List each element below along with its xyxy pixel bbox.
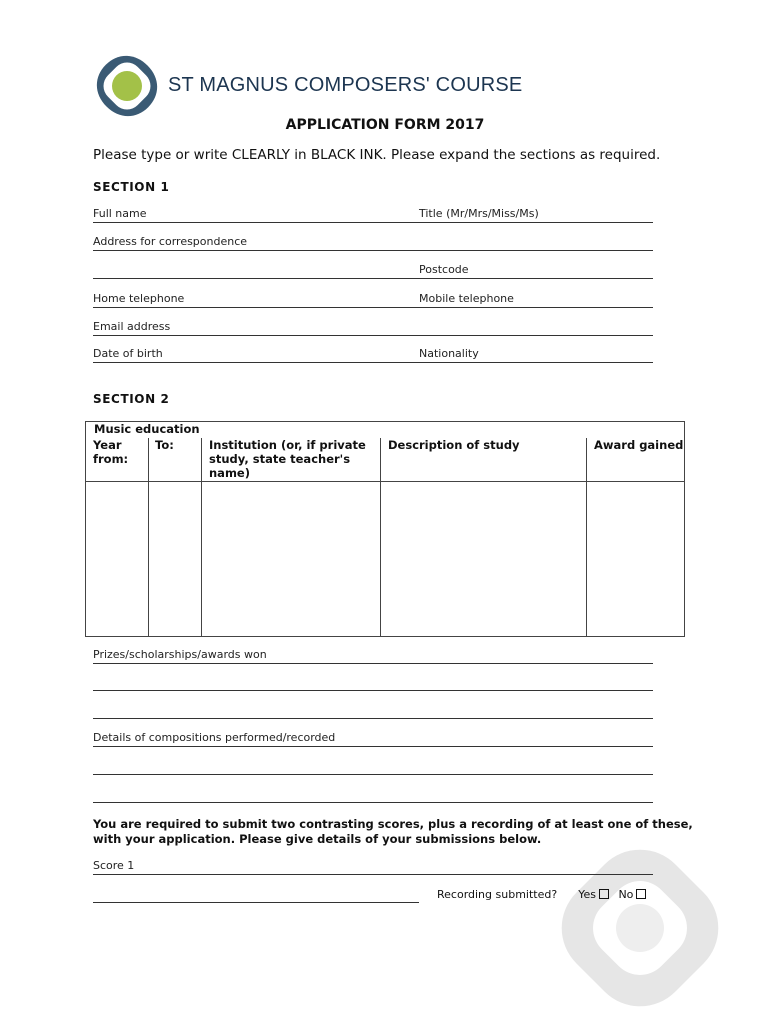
cell-year-from[interactable] [86, 482, 148, 636]
brand-name: ST MAGNUS COMPOSERS' COURSE [168, 74, 523, 96]
cell-description[interactable] [381, 482, 586, 636]
full-name-label: Full name [93, 207, 147, 220]
course-logo [95, 55, 159, 117]
form-title: APPLICATION FORM 2017 [285, 117, 485, 133]
yes-checkbox[interactable] [599, 889, 609, 899]
music-education-caption: Music education [94, 422, 200, 436]
mobile-telephone-field[interactable] [419, 293, 653, 308]
date-of-birth-label: Date of birth [93, 347, 163, 360]
compositions-field[interactable] [93, 732, 653, 747]
postcode-field[interactable] [419, 264, 653, 279]
nationality-label: Nationality [419, 347, 479, 360]
score-1-label: Score 1 [93, 859, 135, 872]
prizes-line-3[interactable] [93, 704, 653, 719]
title-field[interactable] [419, 208, 653, 223]
date-of-birth-field[interactable] [93, 348, 423, 363]
prizes-field[interactable] [93, 649, 653, 664]
music-education-table [85, 421, 685, 637]
instructions: Please type or write CLEARLY in BLACK INK. Please expand the sections as required. [93, 147, 661, 163]
nationality-field[interactable] [419, 348, 653, 363]
prizes-label: Prizes/scholarships/awards won [93, 648, 267, 661]
col-institution: Institution (or, if private study, state teacher's name) [209, 438, 366, 480]
col-award: Award gained [594, 438, 684, 452]
full-name-field[interactable] [93, 208, 423, 223]
watermark-logo [530, 818, 730, 1013]
postcode-label: Postcode [419, 263, 469, 276]
cell-to[interactable] [149, 482, 201, 636]
section-2-heading: SECTION 2 [93, 392, 170, 406]
cell-award[interactable] [587, 482, 684, 636]
recording-submitted [437, 888, 652, 901]
cell-institution[interactable] [202, 482, 380, 636]
col-to: To: [155, 438, 174, 452]
email-field[interactable] [93, 321, 653, 336]
address-line-2[interactable] [93, 264, 423, 279]
col-year-from: Year from: [93, 438, 129, 466]
title-label: Title (Mr/Mrs/Miss/Ms) [419, 207, 539, 220]
no-checkbox[interactable] [636, 889, 646, 899]
email-label: Email address [93, 320, 171, 333]
home-telephone-label: Home telephone [93, 292, 185, 305]
submission-notice: You are required to submit two contrasting scores, plus a recording of at least one of these, with your application. Please give details of your submissions below. [93, 817, 693, 846]
compositions-line-3[interactable] [93, 788, 653, 803]
score-1-line-2[interactable] [93, 888, 419, 903]
section-1-heading: SECTION 1 [93, 180, 170, 194]
compositions-label: Details of compositions performed/recorded [93, 731, 336, 744]
score-1-field[interactable] [93, 860, 653, 875]
address-label: Address for correspondence [93, 235, 248, 248]
home-telephone-field[interactable] [93, 293, 423, 308]
compositions-line-2[interactable] [93, 760, 653, 775]
yes-label: Yes [578, 888, 596, 901]
address-field[interactable] [93, 236, 653, 251]
prizes-line-2[interactable] [93, 676, 653, 691]
recording-label: Recording submitted? [437, 888, 558, 901]
no-label: No [618, 888, 634, 901]
mobile-telephone-label: Mobile telephone [419, 292, 514, 305]
col-description: Description of study [388, 438, 520, 452]
